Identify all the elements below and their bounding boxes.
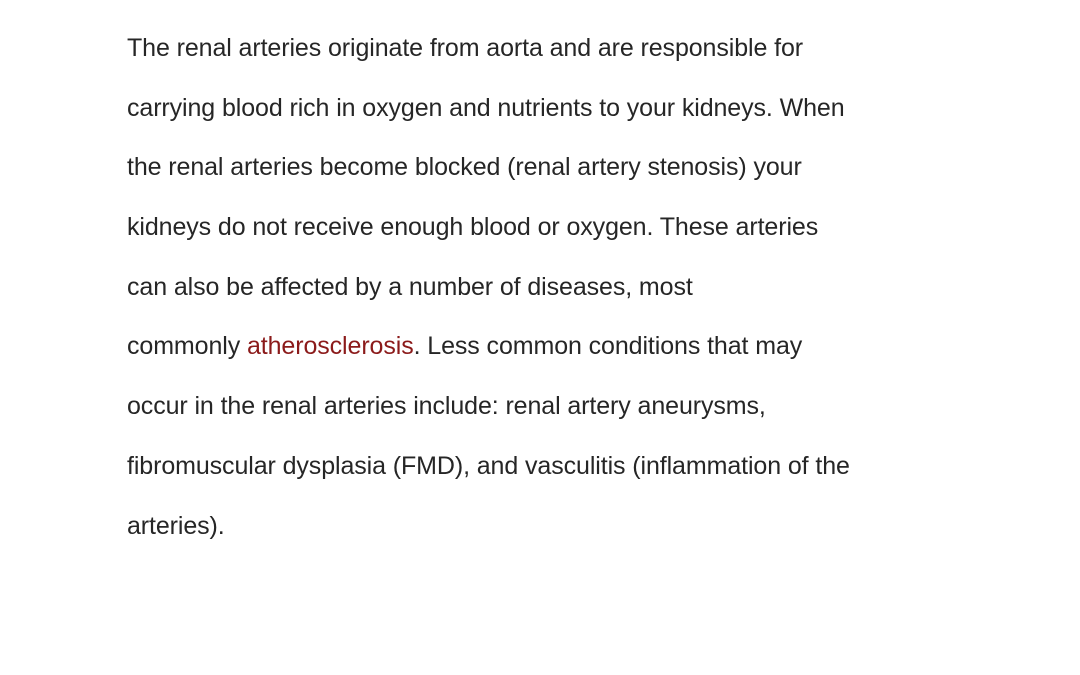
- text-line-2: carrying blood rich in oxygen and nutrients to your kidneys. When: [127, 93, 845, 122]
- atherosclerosis-link[interactable]: atherosclerosis: [246, 332, 414, 361]
- text-line-5: can also be affected by a number of diseases, most: [127, 272, 693, 301]
- text-line-4: kidneys do not receive enough blood or oxygen. These arteries: [127, 213, 819, 242]
- text-line-8: fibromuscular dysplasia (FMD), and vasculitis (inflammation of the: [127, 451, 850, 480]
- text-line-3: the renal arteries become blocked (renal artery stenosis) your: [127, 153, 802, 182]
- text-line-6-start: commonly: [127, 332, 247, 361]
- text-line-7: occur in the renal arteries include: renal artery aneurysms,: [127, 392, 766, 421]
- text-line-9: arteries).: [127, 511, 225, 540]
- text-line-1: The renal arteries originate from aorta and are responsible for: [127, 34, 804, 62]
- text-line-6: [127, 326, 1027, 386]
- body-paragraph: [127, 28, 1027, 565]
- text-line-6-end: . Less common conditions that may: [413, 332, 803, 361]
